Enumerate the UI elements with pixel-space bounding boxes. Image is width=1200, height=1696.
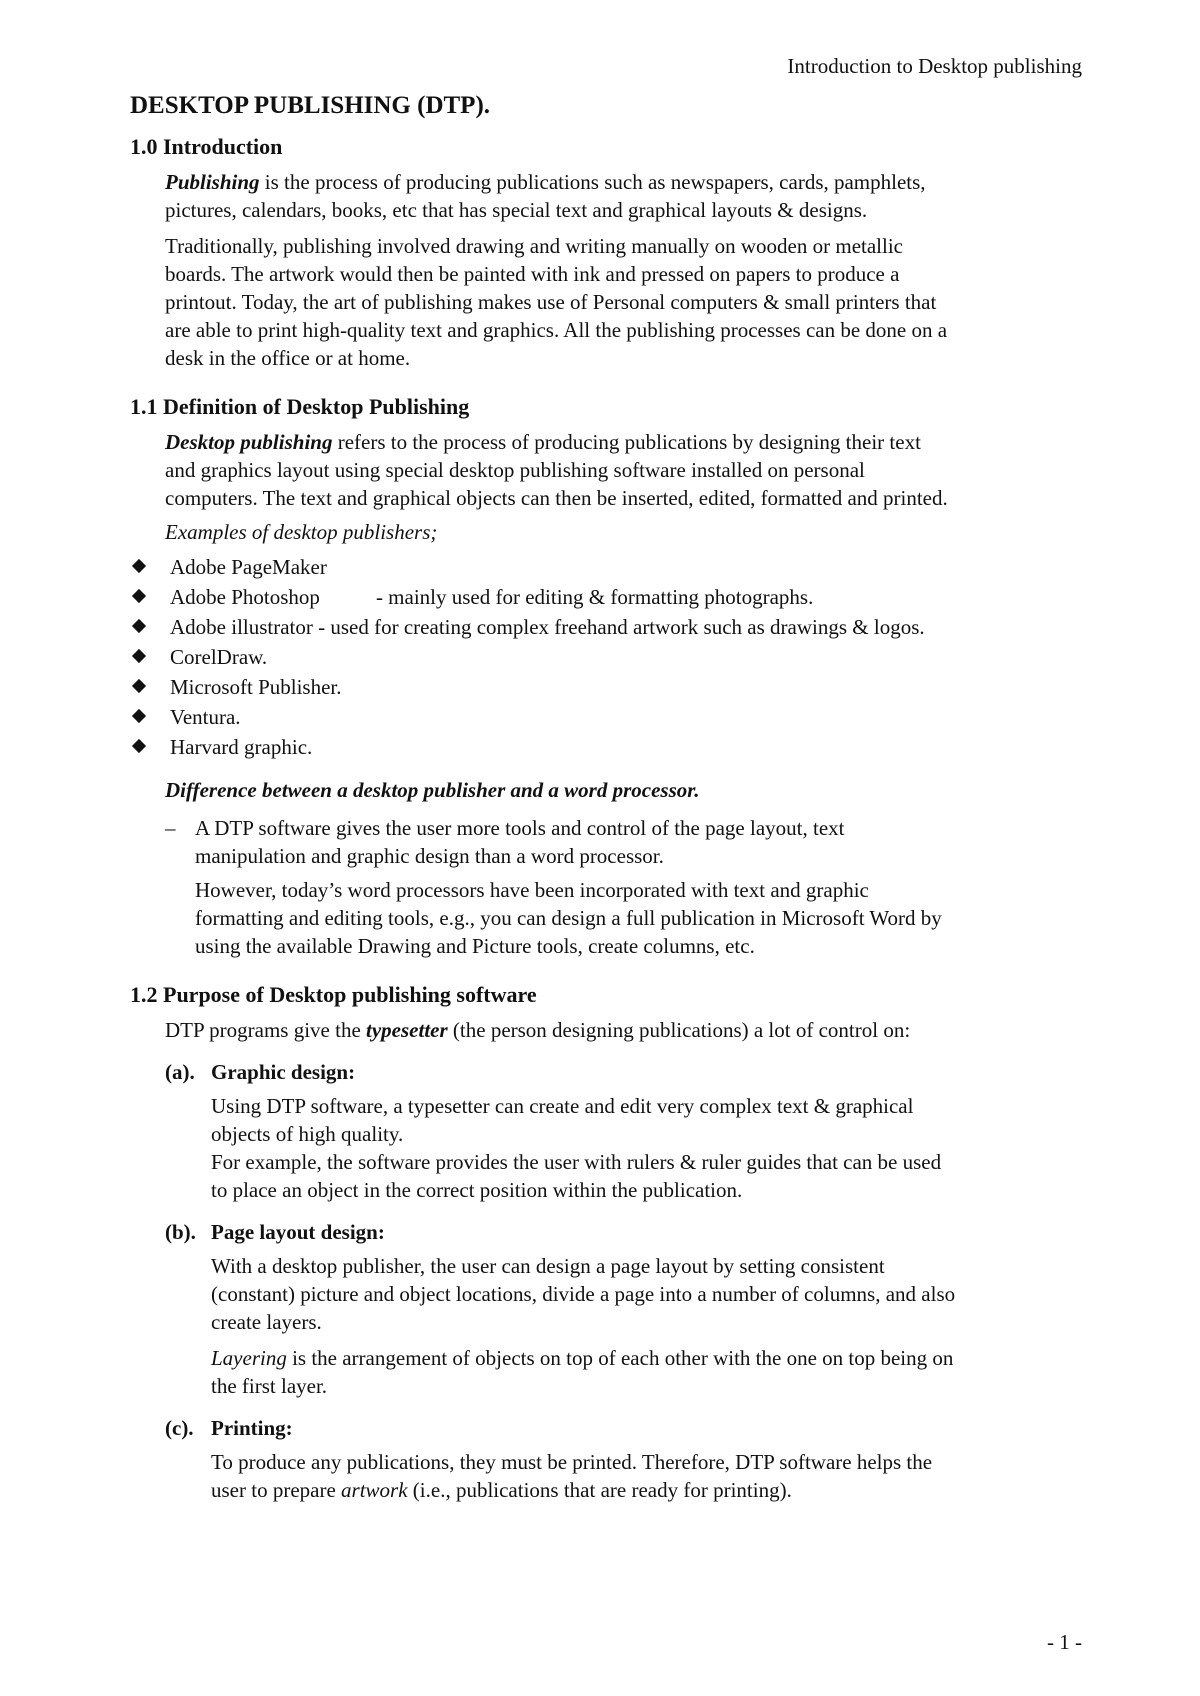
diamond-bullet-icon (132, 739, 146, 753)
term-desktop-publishing: Desktop publishing (165, 430, 333, 454)
diamond-bullet-icon (132, 649, 146, 663)
list-item: Microsoft Publisher. (130, 672, 1090, 702)
difference-heading: Difference between a desktop publisher and a word processor. (165, 778, 700, 802)
diamond-bullet-icon (132, 709, 146, 723)
graphic-design-body: Using DTP software, a typesetter can create and edit very complex text & graphical objects of high quality. For example, the software provides the user with rulers & ruler guides that can be used to place an object in the correct position within the publication. (211, 1094, 942, 1202)
running-header: Introduction to Desktop publishing (787, 54, 1082, 78)
diamond-bullet-icon (132, 619, 146, 633)
diamond-bullet-icon (132, 589, 146, 603)
list-item: Ventura. (130, 702, 1090, 732)
difference-block (130, 776, 1090, 804)
diamond-bullet-icon (132, 679, 146, 693)
term-typesetter: typesetter (366, 1018, 448, 1042)
list-item: Adobe illustrator - used for creating complex freehand artwork such as drawings & logos. (130, 612, 1090, 642)
subheading-printing: (c). Printing: (165, 1416, 293, 1440)
section-purpose-body (130, 1016, 1090, 1504)
difference-content (130, 814, 1090, 960)
examples-label: Examples of desktop publishers; (165, 520, 438, 544)
paragraph-layering: Layering is the arrangement of objects on top of each other with the one on top being on the first layer. (211, 1346, 954, 1398)
paragraph-publishing-definition: Publishing is the process of producing publications such as newspapers, cards, pamphlets, pictures, calendars, books, etc that has special text and graphical layouts & designs. (165, 170, 926, 222)
document-body (130, 90, 1090, 1504)
document-title: DESKTOP PUBLISHING (DTP). (130, 92, 491, 119)
page-number: - 1 - (1047, 1630, 1082, 1654)
dash-bullet: – (165, 816, 176, 840)
section-definition-body (130, 428, 1090, 546)
difference-item: – A DTP software gives the user more tools and control of the page layout, text manipulation and graphic design than a word processor. However, today’s word processors have been incorporated with text and graphic formatting and editing tools, e.g., you can design a full publication in Microsoft Word by using the available Drawing and Picture tools, create columns, etc. (165, 814, 1090, 960)
paragraph-word-processors: However, today’s word processors have been incorporated with text and graphic formatting and editing tools, e.g., you can design a full publication in Microsoft Word by using the available Drawing and Picture tools, create columns, etc. (195, 878, 942, 958)
section-heading-purpose: 1.2 Purpose of Desktop publishing software (130, 982, 537, 1007)
term-artwork: artwork (341, 1478, 408, 1502)
section-heading-introduction: 1.0 Introduction (130, 134, 283, 159)
list-item: Adobe PageMaker (130, 552, 1090, 582)
term-publishing: Publishing (165, 170, 260, 194)
page-layout-body: With a desktop publisher, the user can design a page layout by setting consistent (constant) picture and object locations, divide a page into a number of columns, and also create layers. Layering is the arrangement of objects on top of each other with the one on top being on the first layer. (165, 1252, 1090, 1400)
paragraph-dtp-definition: Desktop publishing refers to the process of producing publications by designing their text and graphics layout using special desktop publishing software installed on personal computers. The text and graphical objects can then be inserted, edited, formatted and printed. (165, 430, 948, 510)
section-introduction-body (130, 168, 1090, 372)
subheading-page-layout-design: (b). Page layout design: (165, 1220, 385, 1244)
list-item: Harvard graphic. (130, 732, 1090, 762)
paragraph-traditional-publishing: Traditionally, publishing involved drawing and writing manually on wooden or metallic boards. The artwork would then be painted with ink and pressed on papers to produce a printout. Today, the art of publishing makes use of Personal computers & small printers that are able to print high-quality text and graphics. All the publishing processes can be done on a desk in the office or at home. (165, 234, 948, 370)
section-heading-definition: 1.1 Definition of Desktop Publishing (130, 394, 470, 419)
list-item: Adobe Photoshop - mainly used for editing & formatting photographs. (130, 582, 1090, 612)
term-layering: Layering (211, 1346, 287, 1370)
list-item: CorelDraw. (130, 642, 1090, 672)
examples-list (130, 552, 1090, 762)
paragraph-dtp-programs: DTP programs give the typesetter (the person designing publications) a lot of control on: (165, 1018, 911, 1042)
printing-body: To produce any publications, they must be printed. Therefore, DTP software helps the user to prepare artwork (i.e., publications that are ready for printing). (211, 1450, 933, 1502)
subheading-graphic-design: (a). Graphic design: (165, 1060, 356, 1084)
diamond-bullet-icon (132, 559, 146, 573)
